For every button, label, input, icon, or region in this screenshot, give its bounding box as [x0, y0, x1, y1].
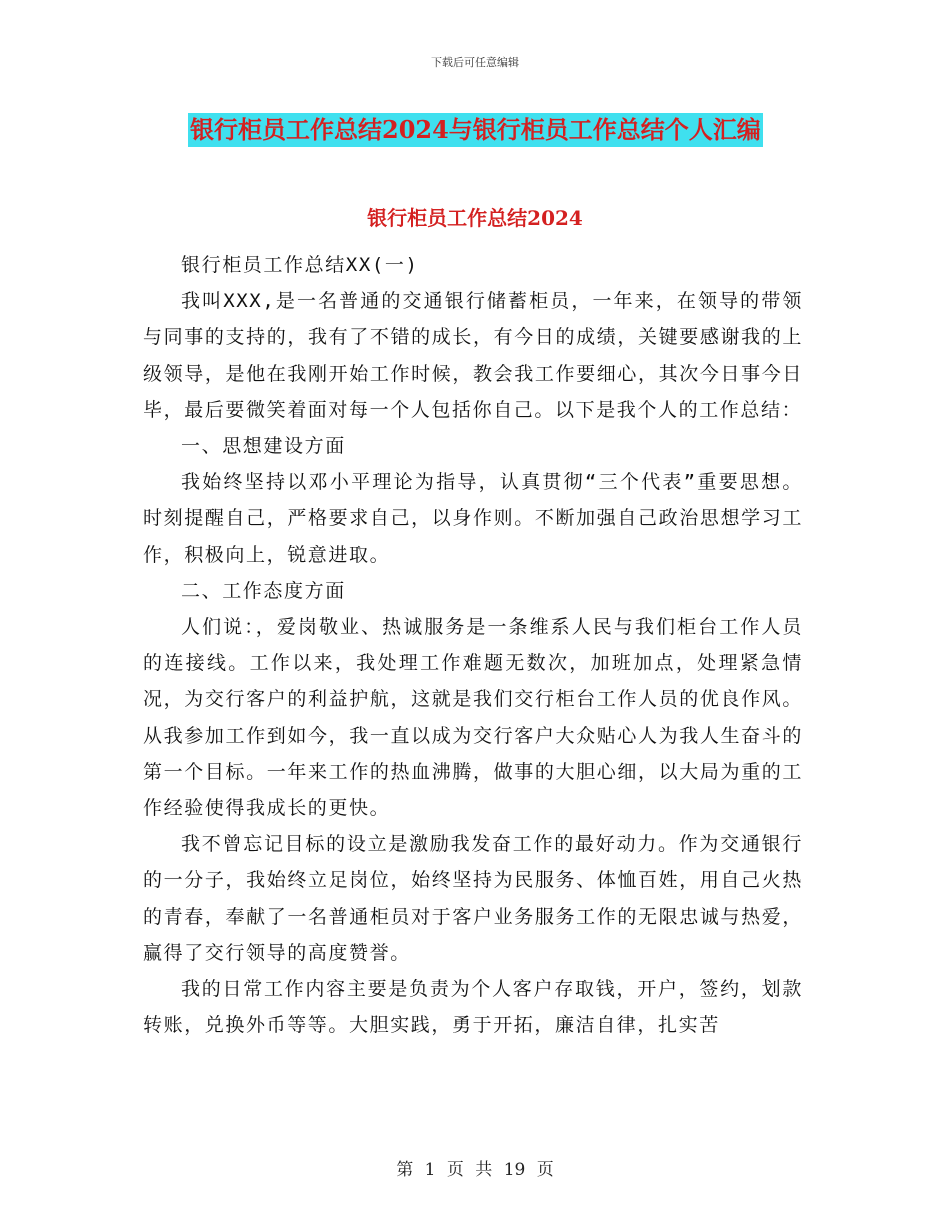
header-note: 下载后可任意编辑 [431, 56, 519, 69]
paragraph: 一、思想建设方面 [181, 435, 346, 458]
page-footer: 第 1 页 共 19 页 [396, 1160, 554, 1180]
paragraph: 我始终坚持以邓小平理论为指导，认真贯彻“三个代表”重要思想。时刻提醒自己，严格要求自己，以身作则。不断加强自己政治思想学习工作，积极向上，锐意进取。 [143, 471, 803, 566]
paragraph: 我不曾忘记目标的设立是激励我发奋工作的最好动力。作为交通银行的一分子，我始终立足岗位，始终坚持为民服务、体恤百姓，用自己火热的青春，奉献了一名普通柜员对于客户业务服务工作的无限忠诚与热爱，赢得了交行领导的高度赞誉。 [143, 833, 803, 964]
body-text [143, 247, 803, 1043]
paragraph: 我的日常工作内容主要是负责为个人客户存取钱，开户，签约，划款转账，兑换外币等等。大胆实践，勇于开拓，廉洁自律，扎实苦 [143, 978, 803, 1037]
section-title: 银行柜员工作总结2024 [367, 206, 583, 230]
paragraph: 我叫XXX,是一名普通的交通银行储蓄柜员，一年来，在领导的带领与同事的支持的，我有了不错的成长，有今日的成绩，关键要感谢我的上级领导，是他在我刚开始工作时候，教会我工作要细心，其次今日事今日毕，最后要微笑着面对每一个人包括你自己。以下是我个人的工作总结： [143, 290, 803, 421]
paragraph: 二、工作态度方面 [181, 579, 346, 602]
paragraph: 银行柜员工作总结XX(一) [181, 254, 419, 276]
paragraph: 人们说：，爱岗敬业、热诚服务是一条维系人民与我们柜台工作人员的连接线。工作以来，我处理工作难题无数次，加班加点，处理紧急情况，为交行客户的利益护航，这就是我们交行柜台工作人员的优良作风。从我参加工作到如今，我一直以成为交行客户大众贴心人为我人生奋斗的第一个目标。一年来工作的热血沸腾，做事的大胆心细，以大局为重的工作经验使得我成长的更快。 [143, 616, 803, 820]
document-title: 银行柜员工作总结2024与银行柜员工作总结个人汇编 [188, 113, 763, 147]
